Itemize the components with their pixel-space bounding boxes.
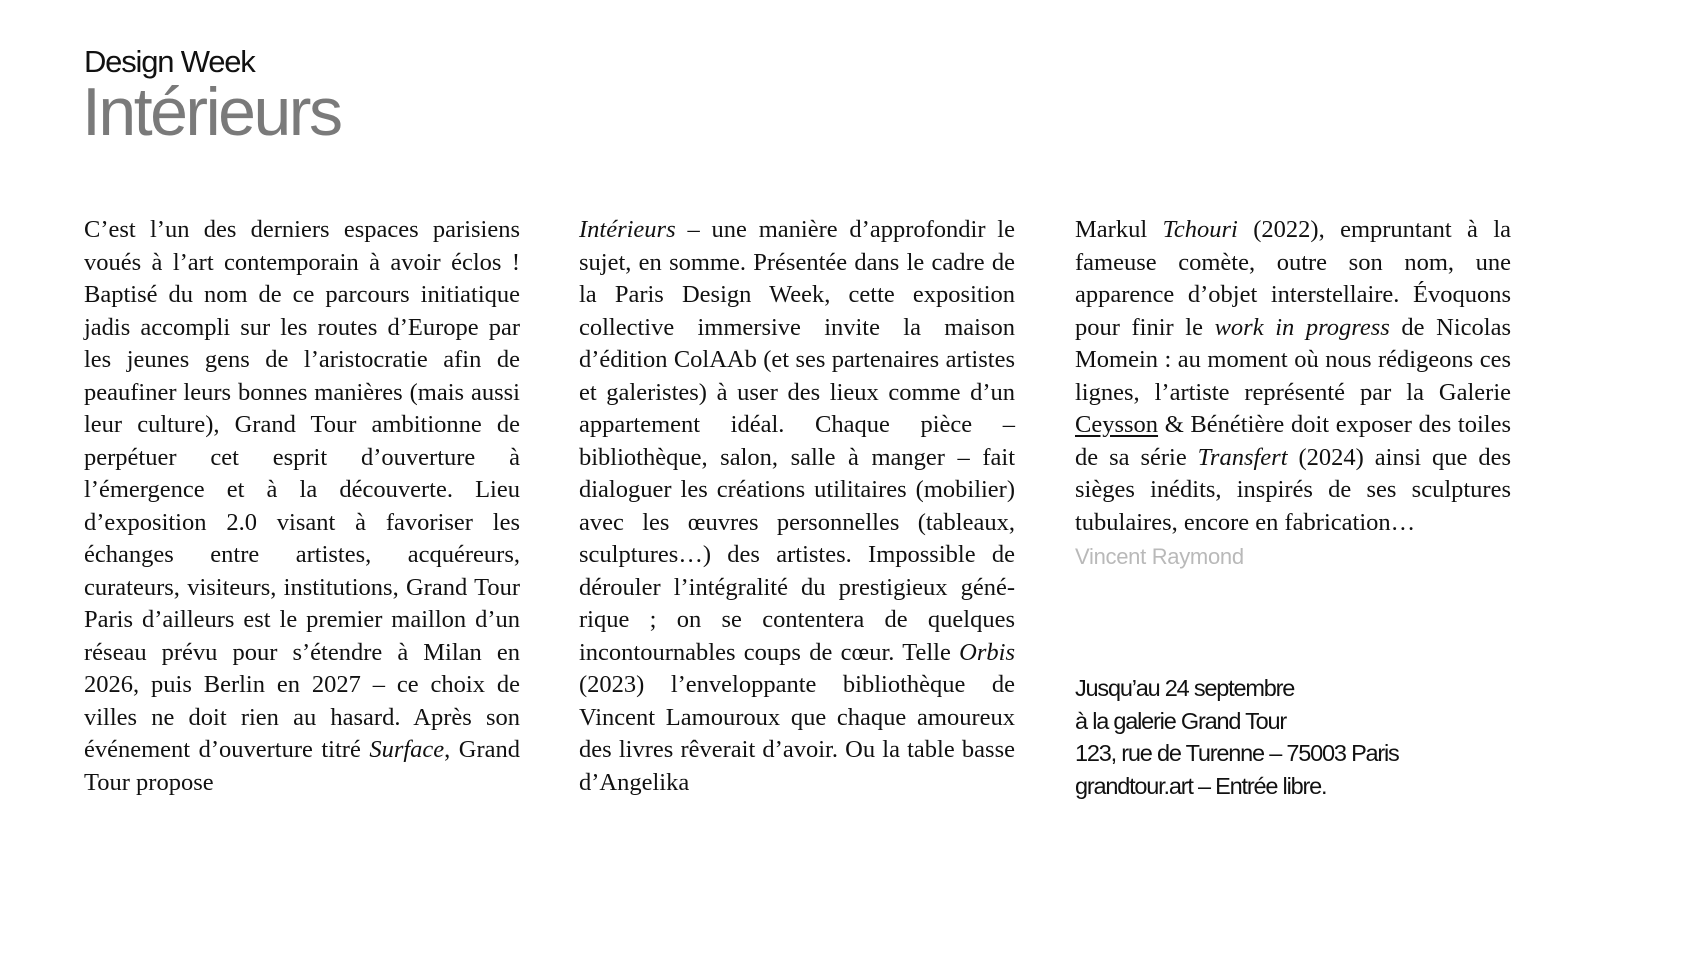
info-address: 123, rue de Turenne – 75003 Paris	[1075, 740, 1399, 766]
gallery-name: Ceysson	[1075, 411, 1159, 438]
article-title: Intérieurs	[82, 74, 341, 150]
body-text: (2023) l’enveloppante bibliothèque de Vincent Lamouroux que chaque amoureux des livres rêverait d’avoir. Ou la table basse d’Angelika	[579, 671, 1015, 796]
body-text: & Bénétière doit exposer des toiles de sa série	[1075, 411, 1511, 471]
paragraph	[1075, 214, 1511, 539]
body-text: (2022), empruntant à la fameuse comète, outre son nom, une apparence d’objet interstellaire. Évoquons pour finir le	[1075, 216, 1511, 341]
paragraph	[579, 214, 1015, 799]
exhibition-info	[1075, 672, 1399, 802]
body-text: – une manière d’approfondir le sujet, en somme. Présentée dans le cadre de la Paris Design Week, cette exposition collective immersive invite la maison d’édition ColAAb (et ses partenaires artistes et galeristes) à user des lieux comme d’un appartement idéal. Chaque pièce – bibliothèque, salon, salle à manger – fait dialoguer les créations utilitaires (mobilier) avec les œuvres personnelles (tableaux, sculptures…) des artistes. Impossible de dérouler l’intégralité du prestigieux générique ; on se contentera de quelques incontournables coups de cœur. Telle	[579, 216, 1015, 666]
section-kicker: Design Week	[84, 44, 255, 79]
paragraph	[84, 214, 520, 799]
body-text: , Grand Tour propose	[84, 736, 520, 796]
article-column-3	[1075, 214, 1511, 574]
italic-title: Surface	[369, 736, 445, 763]
body-text: de Nicolas Momein : au moment où nous rédigeons ces lignes, l’artiste représenté par la Galerie	[1075, 313, 1511, 406]
info-dates: Jusqu’au 24 septembre	[1075, 675, 1295, 701]
article-column-2	[579, 214, 1015, 799]
info-venue: à la galerie Grand Tour	[1075, 707, 1287, 734]
info-website: grandtour.art – Entrée libre.	[1075, 772, 1327, 799]
italic-title: Transfert	[1197, 443, 1288, 471]
article-column-1	[84, 214, 520, 799]
italic-title: work in progress	[1214, 313, 1390, 341]
italic-title: Intérieurs	[579, 216, 676, 243]
body-text: (2024) ainsi que des sièges inédits, inspirés de ses sculptures tubulaires, encore en fabrication…	[1075, 443, 1511, 536]
body-text: Markul	[1075, 216, 1163, 243]
body-text: C’est l’un des derniers espaces parisiens voués à l’art contemporain à avoir éclos ! Baptisé du nom de ce parcours initiatique jadis accompli sur les routes d’Europe par les jeunes gens de l’aristocratie afin de peaufiner leurs bonnes manières (mais aussi leur culture), Grand Tour ambitionne de perpétuer cet esprit d’ouverture à l’émergence et à la découverte. Lieu d’exposition 2.0 visant à favoriser les échanges entre artistes, acquéreurs, curateurs, visiteurs, institutions, Grand Tour Paris d’ailleurs est le premier maillon d’un réseau prévu pour s’étendre à Milan en 2026, puis Berlin en 2027 – ce choix de villes ne doit rien au hasard. Après son événement d’ouverture titré	[84, 216, 520, 763]
italic-title: Orbis	[959, 638, 1015, 666]
italic-title: Tchouri	[1162, 216, 1238, 243]
author-byline: Vincent Raymond	[1075, 544, 1244, 569]
